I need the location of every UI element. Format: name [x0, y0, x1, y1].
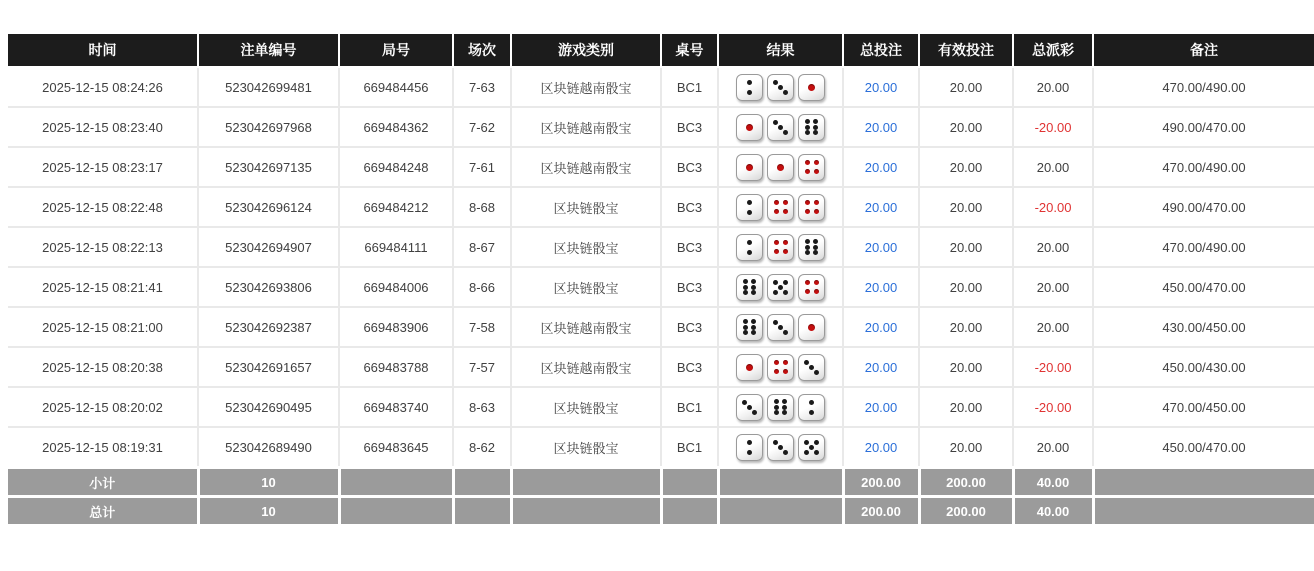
cell-valid-bet: 20.00 [919, 387, 1013, 427]
cell-result [718, 347, 843, 387]
die-1-icon [798, 314, 825, 341]
column-header-remark: 备注 [1093, 33, 1314, 67]
die-pip [752, 410, 757, 415]
die-4-icon [767, 354, 794, 381]
die-pip [782, 410, 787, 415]
cell-result [718, 267, 843, 307]
summary-valid-bet: 200.00 [919, 468, 1013, 497]
cell-valid-bet: 20.00 [919, 267, 1013, 307]
cell-total-bet: 20.00 [843, 147, 919, 187]
summary-row [8, 468, 1314, 497]
die-pip [805, 280, 810, 285]
column-header-payout: 总派彩 [1013, 33, 1093, 67]
die-pip [747, 200, 752, 205]
die-pip [747, 210, 752, 215]
cell-payout: 20.00 [1013, 427, 1093, 468]
die-pip [813, 125, 818, 130]
cell-time: 2025-12-15 08:20:38 [8, 347, 198, 387]
die-pip [783, 200, 788, 205]
cell-time: 2025-12-15 08:19:31 [8, 427, 198, 468]
die-pip [814, 200, 819, 205]
column-header-table_no: 桌号 [661, 33, 718, 67]
cell-round-no: 669484362 [339, 107, 453, 147]
die-pip [814, 209, 819, 214]
cell-round-no: 669484456 [339, 67, 453, 107]
cell-session: 7-58 [453, 307, 511, 347]
die-pip [747, 405, 752, 410]
cell-round-no: 669484212 [339, 187, 453, 227]
cell-total-bet: 20.00 [843, 227, 919, 267]
die-pip [814, 160, 819, 165]
summary-count: 10 [198, 497, 339, 526]
summary-payout: 40.00 [1013, 468, 1093, 497]
cell-valid-bet: 20.00 [919, 187, 1013, 227]
die-pip [743, 279, 748, 284]
die-pip [778, 85, 783, 90]
column-header-time: 时间 [8, 33, 198, 67]
die-pip [778, 285, 783, 290]
die-pip [774, 240, 779, 245]
die-pip [751, 290, 756, 295]
table-row [8, 427, 1314, 468]
column-header-bet_no: 注单编号 [198, 33, 339, 67]
die-pip [804, 440, 809, 445]
die-4-icon [798, 274, 825, 301]
die-pip [783, 280, 788, 285]
die-pip [774, 410, 779, 415]
die-pip [783, 240, 788, 245]
die-6-icon [798, 114, 825, 141]
die-2-icon [798, 394, 825, 421]
die-5-icon [767, 274, 794, 301]
die-pip [783, 369, 788, 374]
cell-payout: -20.00 [1013, 347, 1093, 387]
cell-result [718, 387, 843, 427]
cell-bet-no: 523042690495 [198, 387, 339, 427]
die-3-icon [798, 354, 825, 381]
die-pip [805, 130, 810, 135]
cell-payout: 20.00 [1013, 267, 1093, 307]
cell-remark: 490.00/470.00 [1093, 187, 1314, 227]
die-pip [809, 365, 814, 370]
die-pip [813, 119, 818, 124]
die-pip [805, 289, 810, 294]
cell-session: 8-67 [453, 227, 511, 267]
die-pip [747, 450, 752, 455]
die-3-icon [767, 114, 794, 141]
die-pip [743, 290, 748, 295]
die-6-icon [736, 274, 763, 301]
cell-game: 区块链越南骰宝 [511, 147, 661, 187]
die-pip [783, 450, 788, 455]
cell-valid-bet: 20.00 [919, 147, 1013, 187]
cell-table-no: BC3 [661, 107, 718, 147]
die-pip [783, 330, 788, 335]
cell-remark: 470.00/490.00 [1093, 147, 1314, 187]
cell-bet-no: 523042694907 [198, 227, 339, 267]
cell-bet-no: 523042697968 [198, 107, 339, 147]
die-pip [747, 250, 752, 255]
table-row [8, 67, 1314, 107]
die-pip [774, 209, 779, 214]
die-pip [805, 245, 810, 250]
die-pip [782, 399, 787, 404]
cell-table-no: BC3 [661, 267, 718, 307]
die-3-icon [767, 314, 794, 341]
table-row [8, 267, 1314, 307]
cell-total-bet: 20.00 [843, 267, 919, 307]
summary-label: 小计 [8, 468, 198, 497]
summary-empty-session [453, 497, 511, 526]
cell-valid-bet: 20.00 [919, 67, 1013, 107]
die-2-icon [736, 434, 763, 461]
die-2-icon [736, 74, 763, 101]
cell-total-bet: 20.00 [843, 387, 919, 427]
die-pip [774, 399, 779, 404]
bet-history-report [8, 32, 1314, 527]
die-pip [774, 405, 779, 410]
die-4-icon [798, 194, 825, 221]
die-4-icon [767, 194, 794, 221]
die-pip [747, 240, 752, 245]
die-pip [783, 130, 788, 135]
summary-payout: 40.00 [1013, 497, 1093, 526]
cell-bet-no: 523042699481 [198, 67, 339, 107]
die-4-icon [798, 154, 825, 181]
cell-game: 区块链骰宝 [511, 427, 661, 468]
cell-time: 2025-12-15 08:23:40 [8, 107, 198, 147]
cell-bet-no: 523042697135 [198, 147, 339, 187]
die-pip [747, 80, 752, 85]
cell-remark: 470.00/490.00 [1093, 67, 1314, 107]
die-6-icon [736, 314, 763, 341]
cell-valid-bet: 20.00 [919, 347, 1013, 387]
die-pip [743, 285, 748, 290]
die-pip [814, 440, 819, 445]
cell-round-no: 669483788 [339, 347, 453, 387]
cell-game: 区块链骰宝 [511, 267, 661, 307]
die-pip [783, 290, 788, 295]
cell-round-no: 669483645 [339, 427, 453, 468]
cell-total-bet: 20.00 [843, 307, 919, 347]
cell-bet-no: 523042691657 [198, 347, 339, 387]
die-pip [813, 130, 818, 135]
cell-session: 7-63 [453, 67, 511, 107]
table-row [8, 107, 1314, 147]
cell-round-no: 669484248 [339, 147, 453, 187]
die-1-icon [767, 154, 794, 181]
table-header-row [8, 33, 1314, 67]
die-pip [813, 245, 818, 250]
summary-empty-round [339, 497, 453, 526]
column-header-round_no: 局号 [339, 33, 453, 67]
table-row [8, 347, 1314, 387]
cell-session: 7-61 [453, 147, 511, 187]
cell-total-bet: 20.00 [843, 187, 919, 227]
column-header-result: 结果 [718, 33, 843, 67]
cell-payout: -20.00 [1013, 187, 1093, 227]
die-pip [774, 369, 779, 374]
die-pip [814, 280, 819, 285]
die-pip [743, 325, 748, 330]
cell-total-bet: 20.00 [843, 347, 919, 387]
die-pip [751, 325, 756, 330]
cell-total-bet: 20.00 [843, 107, 919, 147]
cell-result [718, 427, 843, 468]
cell-remark: 470.00/490.00 [1093, 227, 1314, 267]
cell-remark: 450.00/470.00 [1093, 427, 1314, 468]
die-pip [778, 445, 783, 450]
cell-valid-bet: 20.00 [919, 107, 1013, 147]
cell-payout: -20.00 [1013, 387, 1093, 427]
column-header-valid_bet: 有效投注 [919, 33, 1013, 67]
table-row [8, 227, 1314, 267]
die-pip [751, 330, 756, 335]
die-pip [778, 325, 783, 330]
cell-result [718, 67, 843, 107]
die-pip [814, 450, 819, 455]
cell-session: 8-62 [453, 427, 511, 468]
cell-table-no: BC3 [661, 347, 718, 387]
cell-payout: 20.00 [1013, 67, 1093, 107]
die-6-icon [767, 394, 794, 421]
die-pip [808, 84, 815, 91]
cell-game: 区块链骰宝 [511, 227, 661, 267]
summary-empty-session [453, 468, 511, 497]
die-pip [773, 290, 778, 295]
die-pip [805, 160, 810, 165]
cell-result [718, 227, 843, 267]
column-header-total_bet: 总投注 [843, 33, 919, 67]
die-1-icon [798, 74, 825, 101]
cell-round-no: 669483740 [339, 387, 453, 427]
cell-result [718, 107, 843, 147]
die-1-icon [736, 114, 763, 141]
summary-row [8, 497, 1314, 526]
die-pip [774, 360, 779, 365]
cell-game: 区块链越南骰宝 [511, 67, 661, 107]
die-3-icon [767, 74, 794, 101]
die-pip [773, 440, 778, 445]
cell-remark: 450.00/470.00 [1093, 267, 1314, 307]
cell-bet-no: 523042689490 [198, 427, 339, 468]
die-pip [805, 200, 810, 205]
die-1-icon [736, 154, 763, 181]
die-4-icon [767, 234, 794, 261]
die-pip [773, 120, 778, 125]
summary-empty-game [511, 468, 661, 497]
die-2-icon [736, 194, 763, 221]
cell-game: 区块链越南骰宝 [511, 307, 661, 347]
die-pip [804, 450, 809, 455]
die-pip [783, 360, 788, 365]
cell-table-no: BC3 [661, 147, 718, 187]
summary-empty-round [339, 468, 453, 497]
table-row [8, 147, 1314, 187]
cell-session: 7-62 [453, 107, 511, 147]
die-pip [774, 249, 779, 254]
cell-time: 2025-12-15 08:20:02 [8, 387, 198, 427]
die-pip [778, 125, 783, 130]
cell-time: 2025-12-15 08:21:00 [8, 307, 198, 347]
cell-total-bet: 20.00 [843, 67, 919, 107]
die-pip [782, 405, 787, 410]
cell-time: 2025-12-15 08:23:17 [8, 147, 198, 187]
cell-remark: 490.00/470.00 [1093, 107, 1314, 147]
table-row [8, 307, 1314, 347]
die-3-icon [767, 434, 794, 461]
cell-round-no: 669484006 [339, 267, 453, 307]
die-pip [814, 370, 819, 375]
cell-round-no: 669484111 [339, 227, 453, 267]
die-6-icon [798, 234, 825, 261]
cell-result [718, 147, 843, 187]
summary-empty-table [661, 497, 718, 526]
cell-table-no: BC1 [661, 387, 718, 427]
die-pip [751, 285, 756, 290]
cell-valid-bet: 20.00 [919, 307, 1013, 347]
die-pip [743, 330, 748, 335]
summary-empty-game [511, 497, 661, 526]
summary-label: 总计 [8, 497, 198, 526]
die-pip [746, 164, 753, 171]
cell-round-no: 669483906 [339, 307, 453, 347]
die-5-icon [798, 434, 825, 461]
die-pip [751, 279, 756, 284]
summary-empty-remark [1093, 497, 1314, 526]
die-pip [746, 364, 753, 371]
die-pip [742, 400, 747, 405]
cell-remark: 450.00/430.00 [1093, 347, 1314, 387]
die-pip [747, 440, 752, 445]
die-pip [746, 124, 753, 131]
summary-empty-result [718, 497, 843, 526]
cell-game: 区块链骰宝 [511, 187, 661, 227]
die-1-icon [736, 354, 763, 381]
cell-time: 2025-12-15 08:22:13 [8, 227, 198, 267]
summary-empty-result [718, 468, 843, 497]
cell-table-no: BC3 [661, 187, 718, 227]
die-pip [813, 250, 818, 255]
cell-remark: 430.00/450.00 [1093, 307, 1314, 347]
die-pip [743, 319, 748, 324]
die-pip [783, 249, 788, 254]
summary-total-bet: 200.00 [843, 468, 919, 497]
cell-result [718, 307, 843, 347]
cell-valid-bet: 20.00 [919, 227, 1013, 267]
die-pip [773, 80, 778, 85]
bet-history-table [8, 32, 1314, 527]
die-pip [805, 209, 810, 214]
cell-valid-bet: 20.00 [919, 427, 1013, 468]
die-pip [809, 410, 814, 415]
die-pip [747, 90, 752, 95]
summary-valid-bet: 200.00 [919, 497, 1013, 526]
die-pip [773, 320, 778, 325]
die-pip [805, 169, 810, 174]
die-3-icon [736, 394, 763, 421]
table-row [8, 187, 1314, 227]
cell-remark: 470.00/450.00 [1093, 387, 1314, 427]
column-header-session: 场次 [453, 33, 511, 67]
cell-total-bet: 20.00 [843, 427, 919, 468]
cell-game: 区块链越南骰宝 [511, 347, 661, 387]
die-pip [777, 164, 784, 171]
cell-time: 2025-12-15 08:21:41 [8, 267, 198, 307]
die-pip [783, 209, 788, 214]
cell-table-no: BC1 [661, 67, 718, 107]
cell-time: 2025-12-15 08:24:26 [8, 67, 198, 107]
die-pip [808, 324, 815, 331]
cell-time: 2025-12-15 08:22:48 [8, 187, 198, 227]
cell-payout: -20.00 [1013, 107, 1093, 147]
die-pip [805, 250, 810, 255]
die-pip [783, 90, 788, 95]
die-2-icon [736, 234, 763, 261]
cell-bet-no: 523042692387 [198, 307, 339, 347]
cell-table-no: BC1 [661, 427, 718, 468]
summary-count: 10 [198, 468, 339, 497]
cell-table-no: BC3 [661, 227, 718, 267]
cell-session: 8-66 [453, 267, 511, 307]
die-pip [814, 169, 819, 174]
die-pip [813, 239, 818, 244]
die-pip [751, 319, 756, 324]
die-pip [805, 239, 810, 244]
cell-session: 8-68 [453, 187, 511, 227]
cell-bet-no: 523042693806 [198, 267, 339, 307]
cell-game: 区块链越南骰宝 [511, 107, 661, 147]
table-row [8, 387, 1314, 427]
summary-empty-remark [1093, 468, 1314, 497]
die-pip [809, 400, 814, 405]
die-pip [805, 125, 810, 130]
cell-bet-no: 523042696124 [198, 187, 339, 227]
die-pip [804, 360, 809, 365]
summary-empty-table [661, 468, 718, 497]
die-pip [774, 200, 779, 205]
summary-total-bet: 200.00 [843, 497, 919, 526]
die-pip [805, 119, 810, 124]
cell-payout: 20.00 [1013, 227, 1093, 267]
column-header-game: 游戏类别 [511, 33, 661, 67]
die-pip [809, 445, 814, 450]
cell-payout: 20.00 [1013, 147, 1093, 187]
cell-result [718, 187, 843, 227]
die-pip [773, 280, 778, 285]
cell-payout: 20.00 [1013, 307, 1093, 347]
die-pip [814, 289, 819, 294]
cell-session: 7-57 [453, 347, 511, 387]
cell-game: 区块链骰宝 [511, 387, 661, 427]
cell-session: 8-63 [453, 387, 511, 427]
cell-table-no: BC3 [661, 307, 718, 347]
